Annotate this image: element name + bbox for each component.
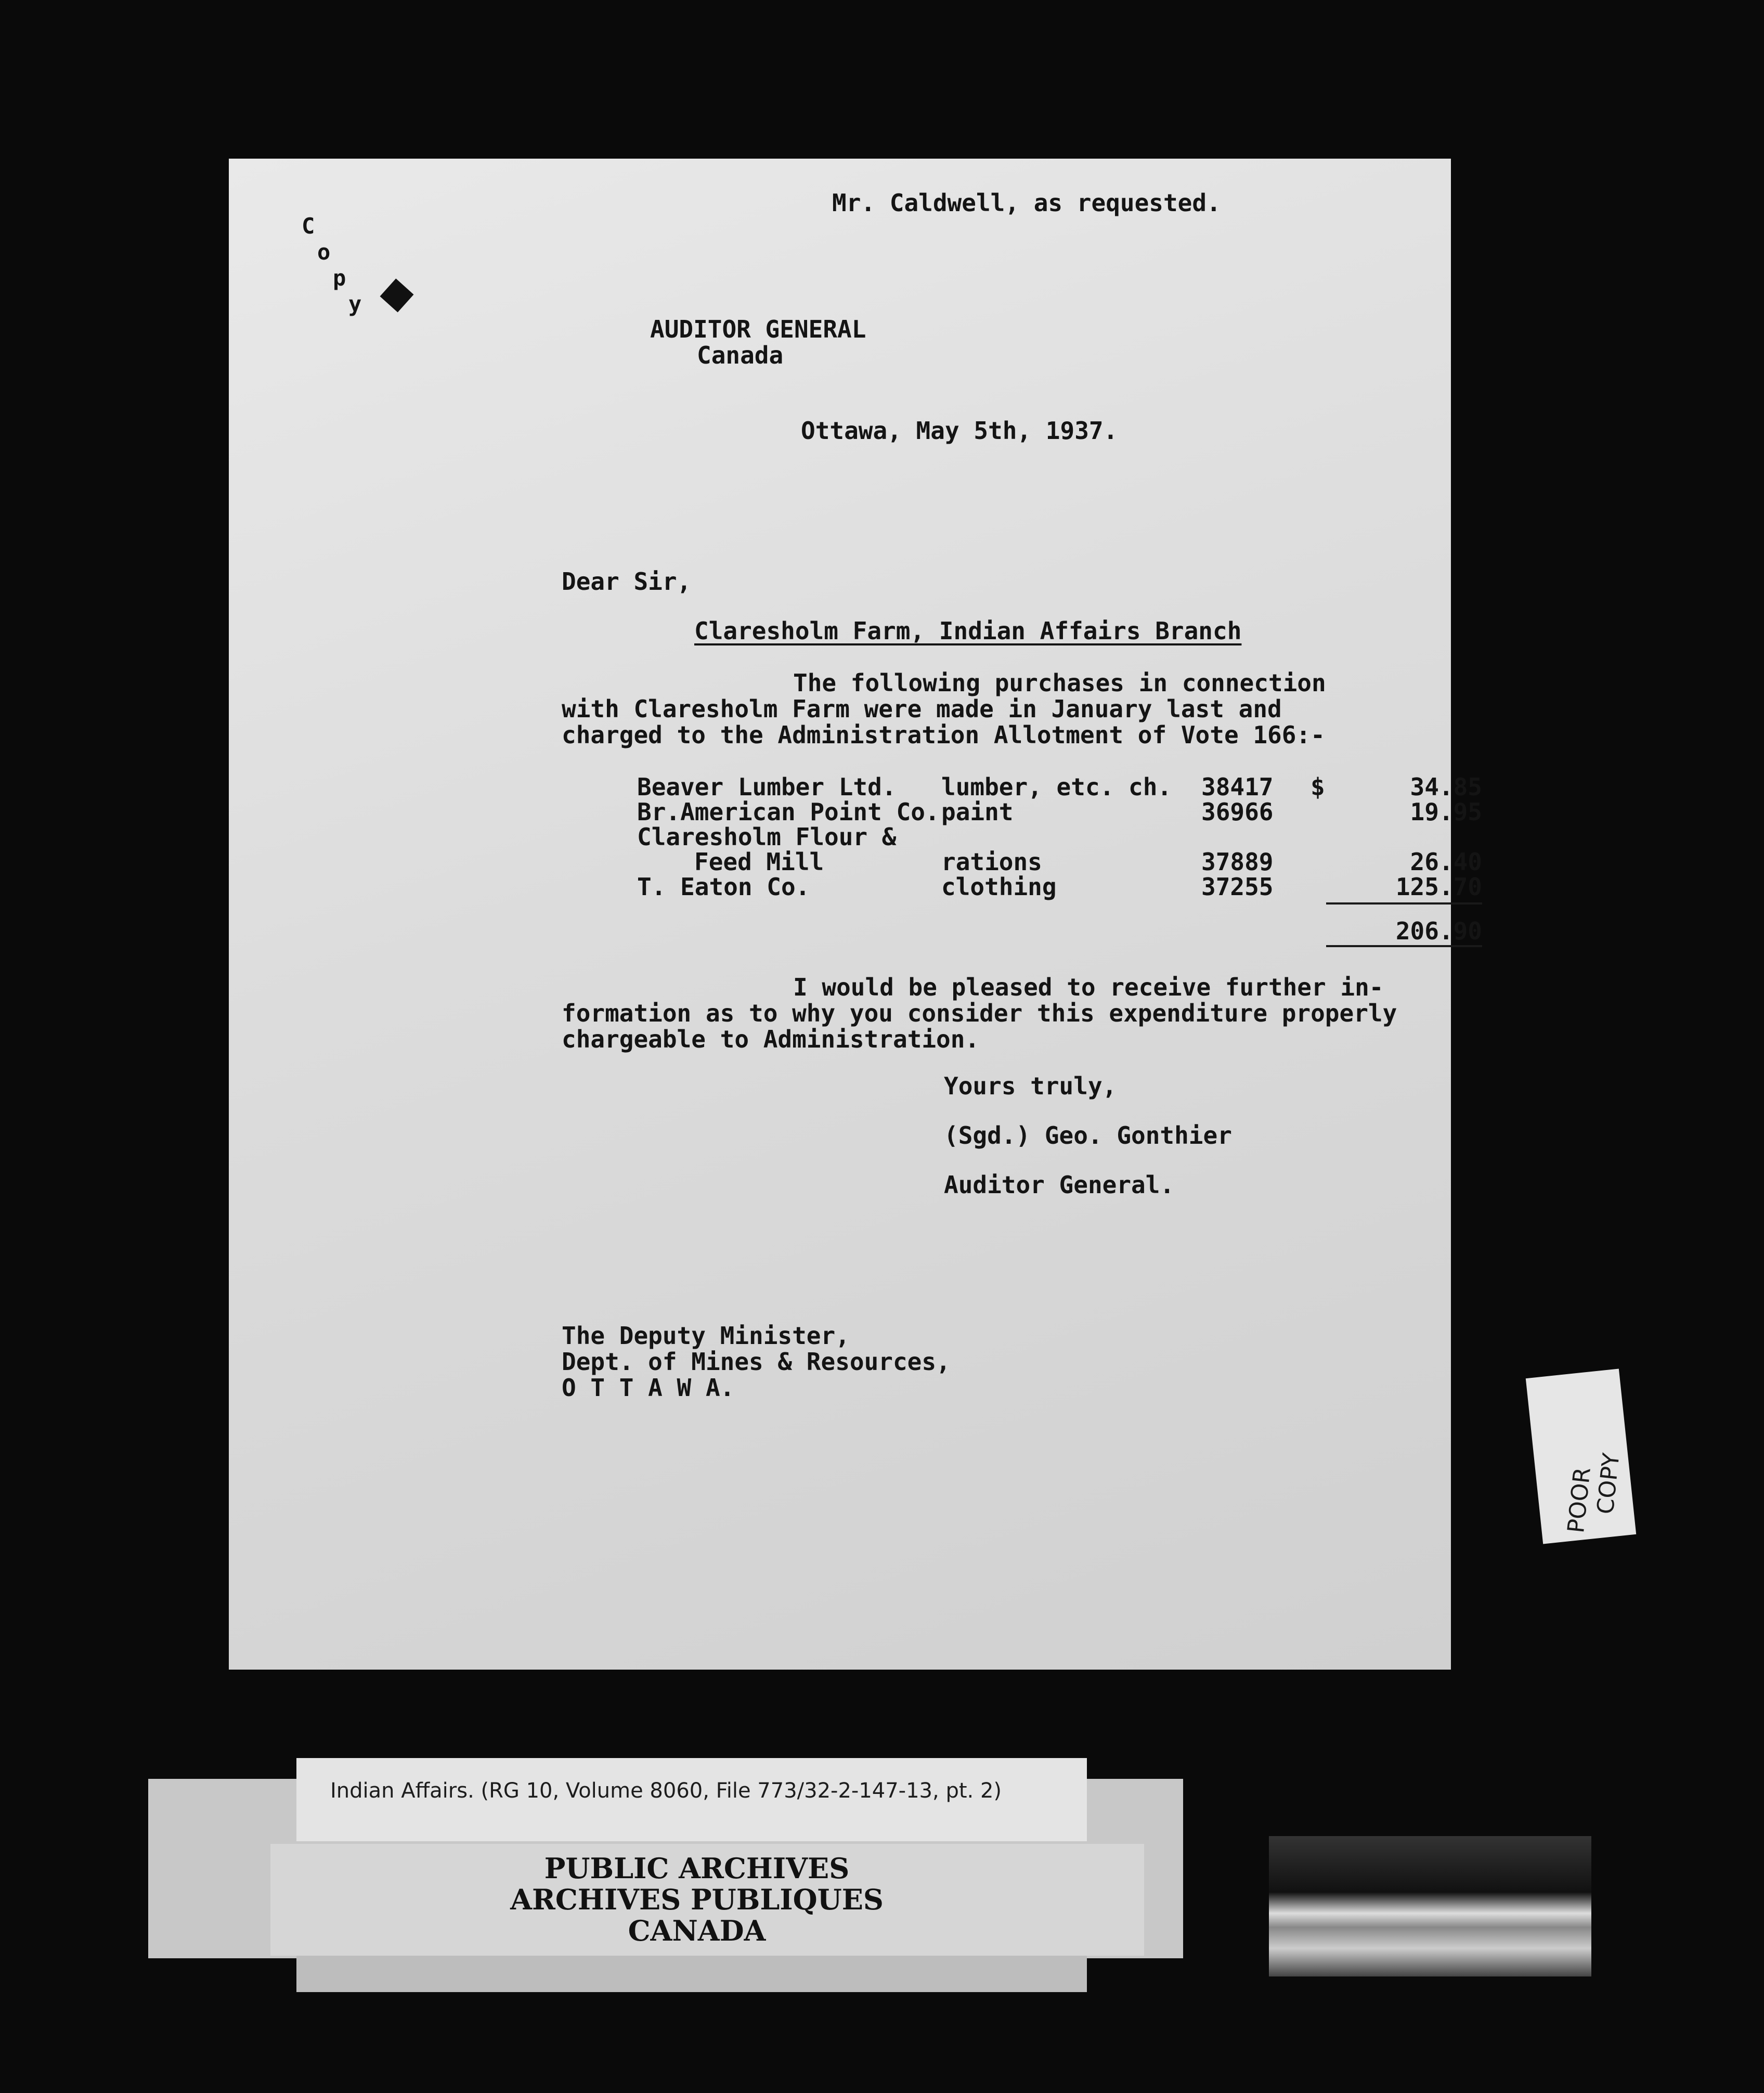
archive-label-foot [296,1956,1087,1992]
vendor-cell: Beaver Lumber Ltd. [637,773,897,801]
item-cell: lumber, etc. ch. [941,773,1172,801]
signature: (Sgd.) Geo. Gonthier [944,1121,1232,1149]
copy-mark-letter: y [348,291,362,317]
vendor-cell-line-2: Feed Mill [694,848,824,876]
archive-reference: Indian Affairs. (RG 10, Volume 8060, File 773/32-2-147-13, pt. 2) [330,1779,1002,1803]
signer-title: Auditor General. [944,1171,1175,1199]
archives-stamp-line: PUBLIC ARCHIVES [544,1852,850,1885]
paragraph-1-line: The following purchases in connection [793,669,1326,697]
letterhead-title: AUDITOR GENERAL [650,315,866,343]
ink-blot-mark [380,279,414,313]
amount-cell: 19.95 [1410,798,1482,826]
poor-copy-word: COPY [1592,1452,1625,1516]
date-line: Ottawa, May 5th, 1937. [801,417,1118,445]
paragraph-1-line: with Claresholm Farm were made in January last and [562,695,1282,723]
film-calibration-strip [1269,1836,1591,1976]
amount-cell: 26.40 [1410,848,1482,876]
item-cell: paint [941,798,1014,826]
amount-cell: 34.85 [1410,773,1482,801]
item-cell: rations [941,848,1042,876]
total-amount: 206.90 [1395,917,1482,945]
copy-mark-letter: p [333,265,346,291]
addressee-line: Dept. of Mines & Resources, [562,1348,951,1376]
amount-cell: 125.70 [1395,873,1482,901]
cheque-cell: 37889 [1201,848,1274,876]
addressee-line: O T T A W A. [562,1374,735,1402]
paragraph-2-line: I would be pleased to receive further in- [793,973,1384,1001]
copy-mark-letter: C [302,213,315,239]
routing-note: Mr. Caldwell, as requested. [832,189,1221,217]
poor-copy-tag [1526,1368,1636,1544]
cheque-cell: 36966 [1201,798,1274,826]
cheque-cell: 38417 [1201,773,1274,801]
subtotal-rule [1326,902,1482,905]
item-cell: clothing [941,873,1057,901]
subject-line: Claresholm Farm, Indian Affairs Branch [694,617,1242,645]
vendor-cell: T. Eaton Co. [637,873,810,901]
paragraph-1-line: charged to the Administration Allotment of Vote 166:- [562,721,1325,749]
salutation: Dear Sir, [562,567,692,596]
vendor-cell: Br.American Point Co. [637,798,940,826]
cheque-cell: 37255 [1201,873,1274,901]
letterhead-country: Canada [697,341,784,369]
total-rule [1326,945,1482,947]
letter-page [229,159,1482,1670]
closing: Yours truly, [944,1072,1117,1100]
addressee-line: The Deputy Minister, [562,1322,850,1350]
vendor-cell: Claresholm Flour & [637,823,897,851]
archives-stamp-line: ARCHIVES PUBLIQUES [510,1883,884,1916]
currency-cell: $ [1311,773,1325,801]
copy-mark-letter: o [317,239,331,265]
poor-copy-word: POOR [1562,1466,1596,1534]
archives-stamp-line: CANADA [628,1914,766,1947]
paragraph-2-line: chargeable to Administration. [562,1025,980,1053]
paragraph-2-line: formation as to why you consider this expenditure properly [562,999,1397,1027]
